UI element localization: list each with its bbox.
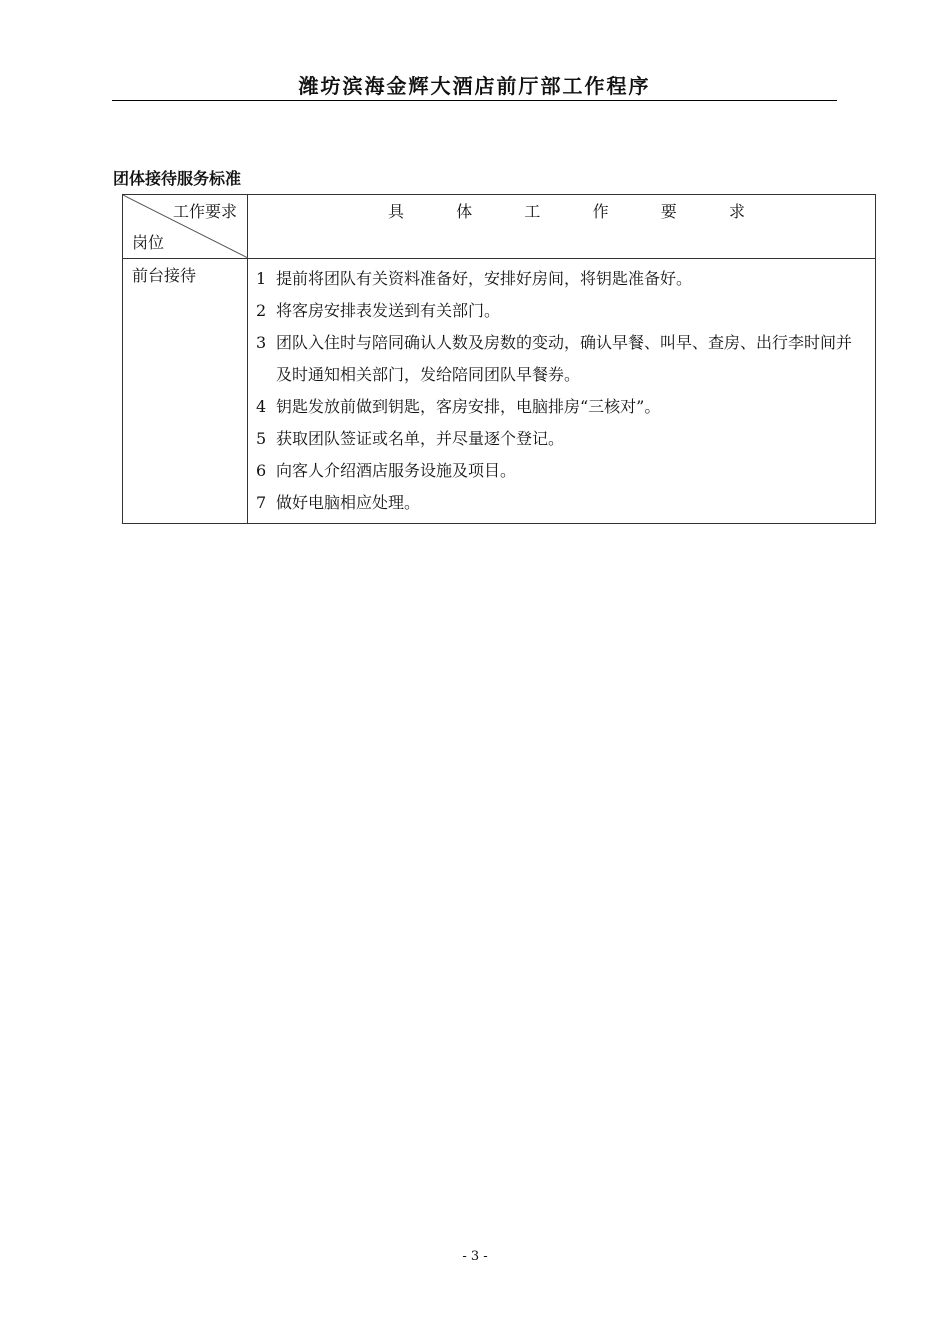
requirement-text: 向客人介绍酒店服务设施及项目。 [276,461,517,480]
requirements-list-cell [248,259,876,524]
page-number: - 3 - [462,1249,488,1264]
requirement-item [256,327,865,391]
heading-char: 要 [660,202,677,221]
corner-header-cell [123,195,248,259]
heading-char: 具 [388,202,405,221]
requirement-text: 做好电脑相应处理。 [276,493,421,512]
requirement-number: 6 [256,461,267,480]
requirement-item [256,487,865,519]
corner-label-requirements: 工作要求 [172,202,237,221]
header-divider [112,100,837,101]
heading-char: 工 [524,202,541,221]
heading-char: 体 [456,202,473,221]
requirement-number: 5 [256,429,267,448]
requirement-item [256,295,865,327]
requirement-item [256,423,865,455]
requirement-text: 获取团队签证或名单，并尽量逐个登记。 [276,429,565,448]
requirement-item [256,391,865,423]
requirement-number: 1 [256,269,267,288]
requirement-number: 4 [256,397,267,416]
requirement-number: 2 [256,301,267,320]
heading-char: 求 [728,202,745,221]
requirement-item [256,263,865,295]
heading-char: 作 [592,202,609,221]
table-row [123,259,876,524]
requirement-number: 7 [256,493,267,512]
requirement-number: 3 [256,333,267,352]
requirement-item [256,455,865,487]
requirement-text: 将客房安排表发送到有关部门。 [276,301,501,320]
post-cell: 前台接待 [123,259,248,524]
page-header-title: 潍坊滨海金辉大酒店前厅部工作程序 [298,74,651,98]
requirement-text: 提前将团队有关资料准备好，安排好房间，将钥匙准备好。 [276,269,693,288]
table-header-row [123,195,876,259]
corner-label-post: 岗位 [132,233,165,252]
service-standard-table [122,194,876,524]
section-title: 团体接待服务标准 [113,169,242,188]
requirement-text: 团队入住时与陪同确认人数及房数的变动，确认早餐、叫早、查房、出行李时间并及时通知相关部门，发给陪同团队早餐券。 [276,333,853,384]
requirements-heading-cell [248,195,876,259]
requirement-text: 钥匙发放前做到钥匙，客房安排，电脑排房“三核对”。 [276,397,661,416]
requirements-heading [248,195,875,223]
